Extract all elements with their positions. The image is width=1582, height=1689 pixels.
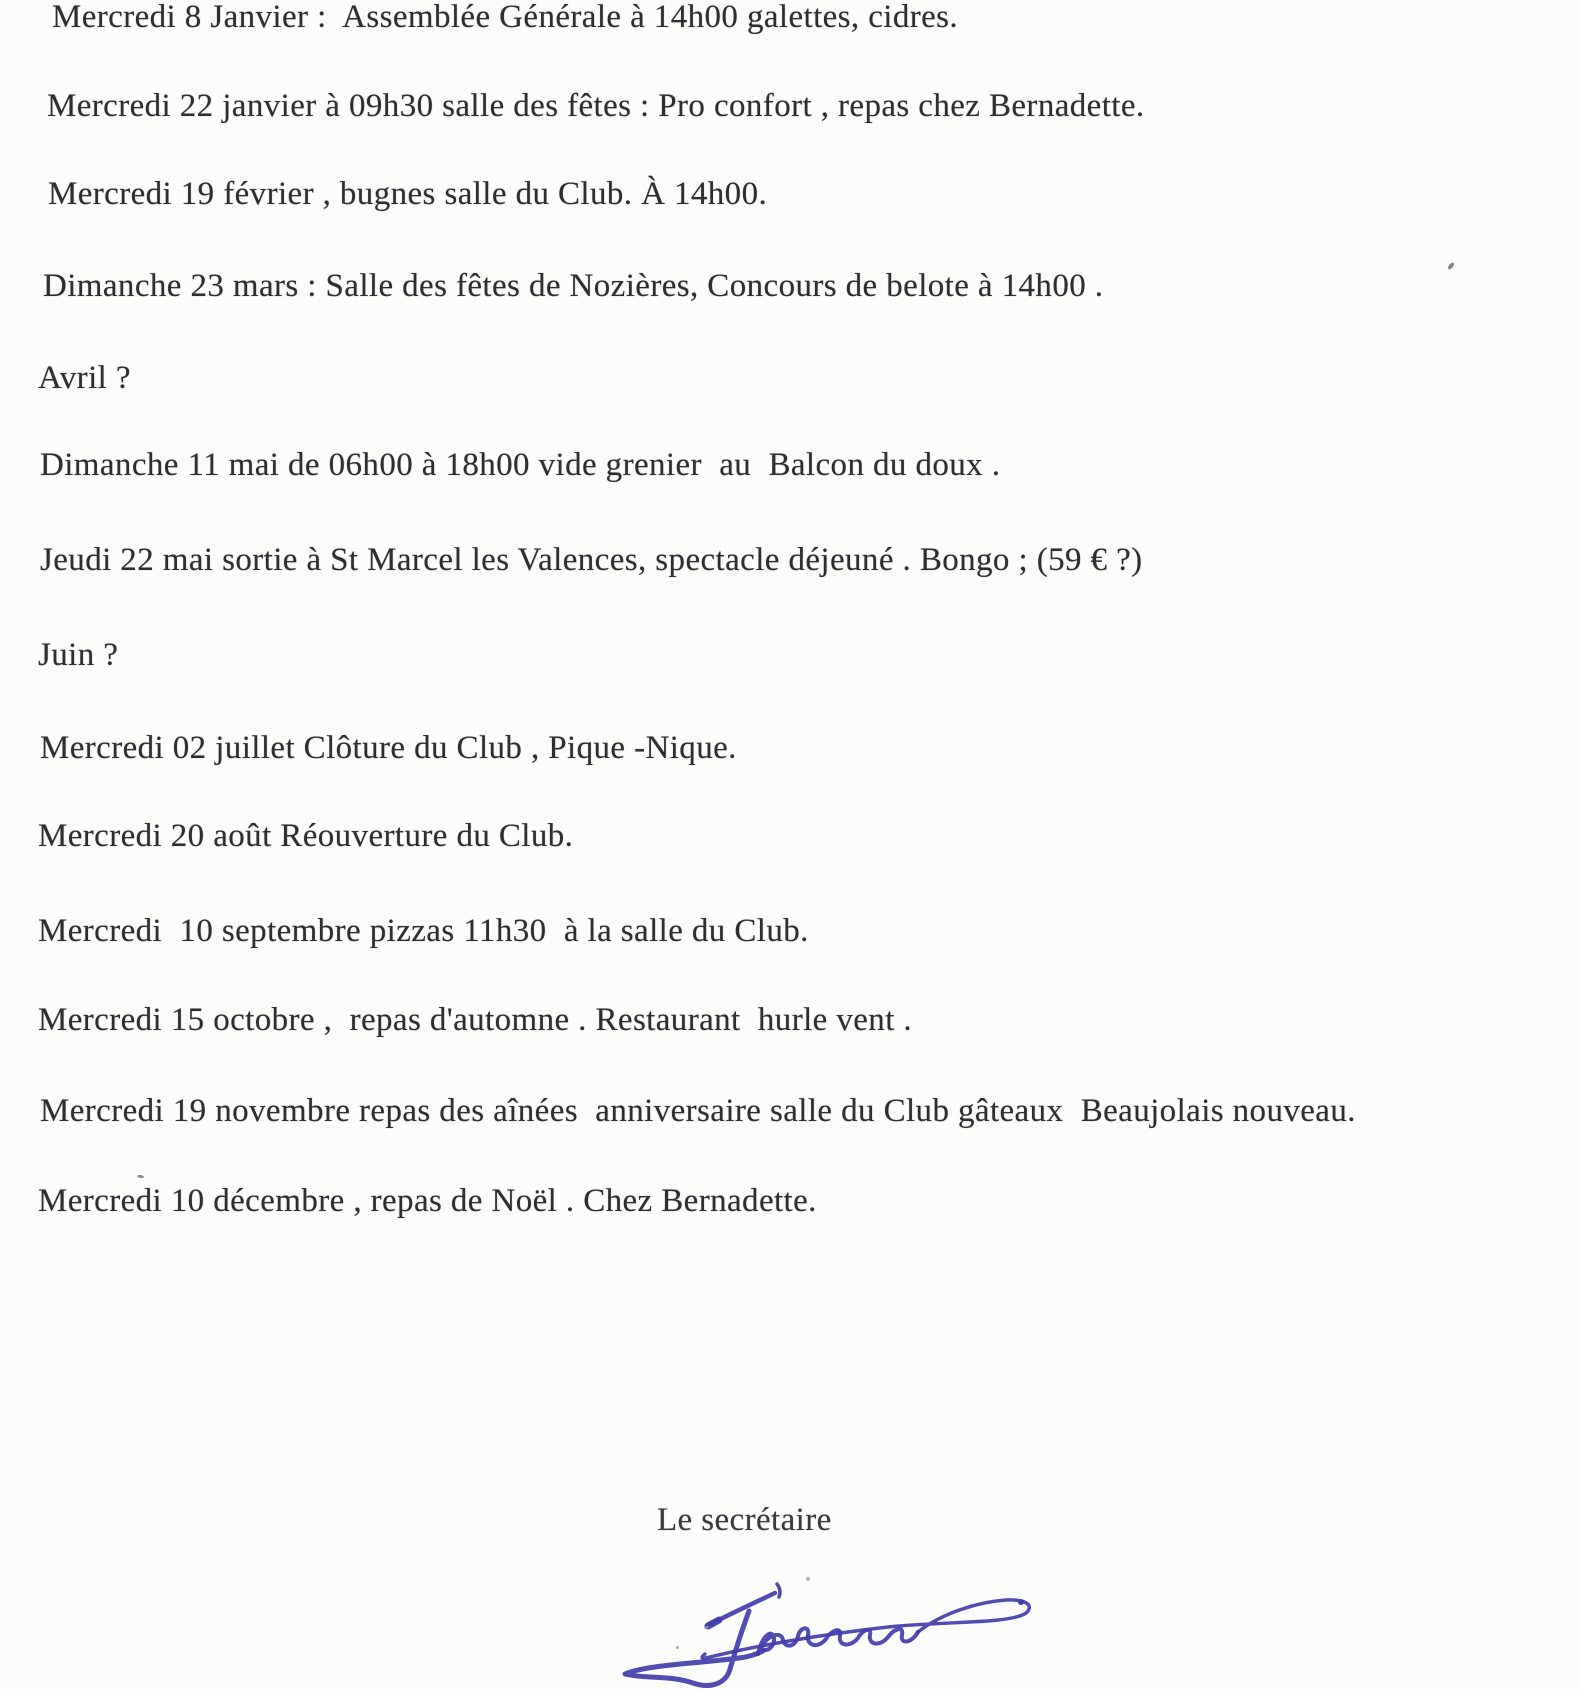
event-line: Jeudi 22 mai sortie à St Marcel les Valences, spectacle déjeuné . Bongo ; (59 € ?): [40, 542, 1143, 578]
scan-speck: [1447, 262, 1455, 271]
signature-dot: [1018, 1599, 1024, 1605]
signature: [612, 1562, 1048, 1689]
signature-strokes: [625, 1584, 1029, 1685]
scan-speck: [137, 1175, 144, 1179]
closing-label: Le secrétaire: [657, 1502, 832, 1538]
event-line: Mercredi 8 Janvier : Assemblée Générale à 14h00 galettes, cidres.: [52, 0, 959, 35]
event-line: Avril ?: [38, 360, 131, 396]
event-line: Mercredi 20 août Réouverture du Club.: [38, 818, 574, 854]
event-line: Dimanche 11 mai de 06h00 à 18h00 vide grenier au Balcon du doux .: [40, 447, 1001, 483]
signature-bar-blob: [708, 1620, 719, 1626]
event-line: Mercredi 10 décembre , repas de Noël . Chez Bernadette.: [38, 1183, 817, 1219]
event-line: Juin ?: [38, 637, 119, 673]
signature-tick: [777, 1584, 780, 1597]
event-line: Mercredi 19 novembre repas des aînées anniversaire salle du Club gâteaux Beaujolais nouveau.: [40, 1093, 1356, 1129]
event-line: Mercredi 22 janvier à 09h30 salle des fêtes : Pro confort , repas chez Bernadette.: [47, 88, 1145, 124]
scan-speck: [806, 1577, 810, 1581]
event-line: Dimanche 23 mars : Salle des fêtes de Nozières, Concours de belote à 14h00 .: [43, 268, 1104, 304]
event-line: Mercredi 10 septembre pizzas 11h30 à la salle du Club.: [38, 913, 809, 949]
scan-speck: [676, 1646, 679, 1649]
signature-flourish: [702, 1600, 1029, 1658]
event-line: Mercredi 15 octobre , repas d'automne . Restaurant hurle vent .: [38, 1002, 913, 1038]
event-line: Mercredi 19 février , bugnes salle du Club. À 14h00.: [48, 176, 768, 212]
event-line: Mercredi 02 juillet Clôture du Club , Pique -Nique.: [40, 730, 737, 766]
